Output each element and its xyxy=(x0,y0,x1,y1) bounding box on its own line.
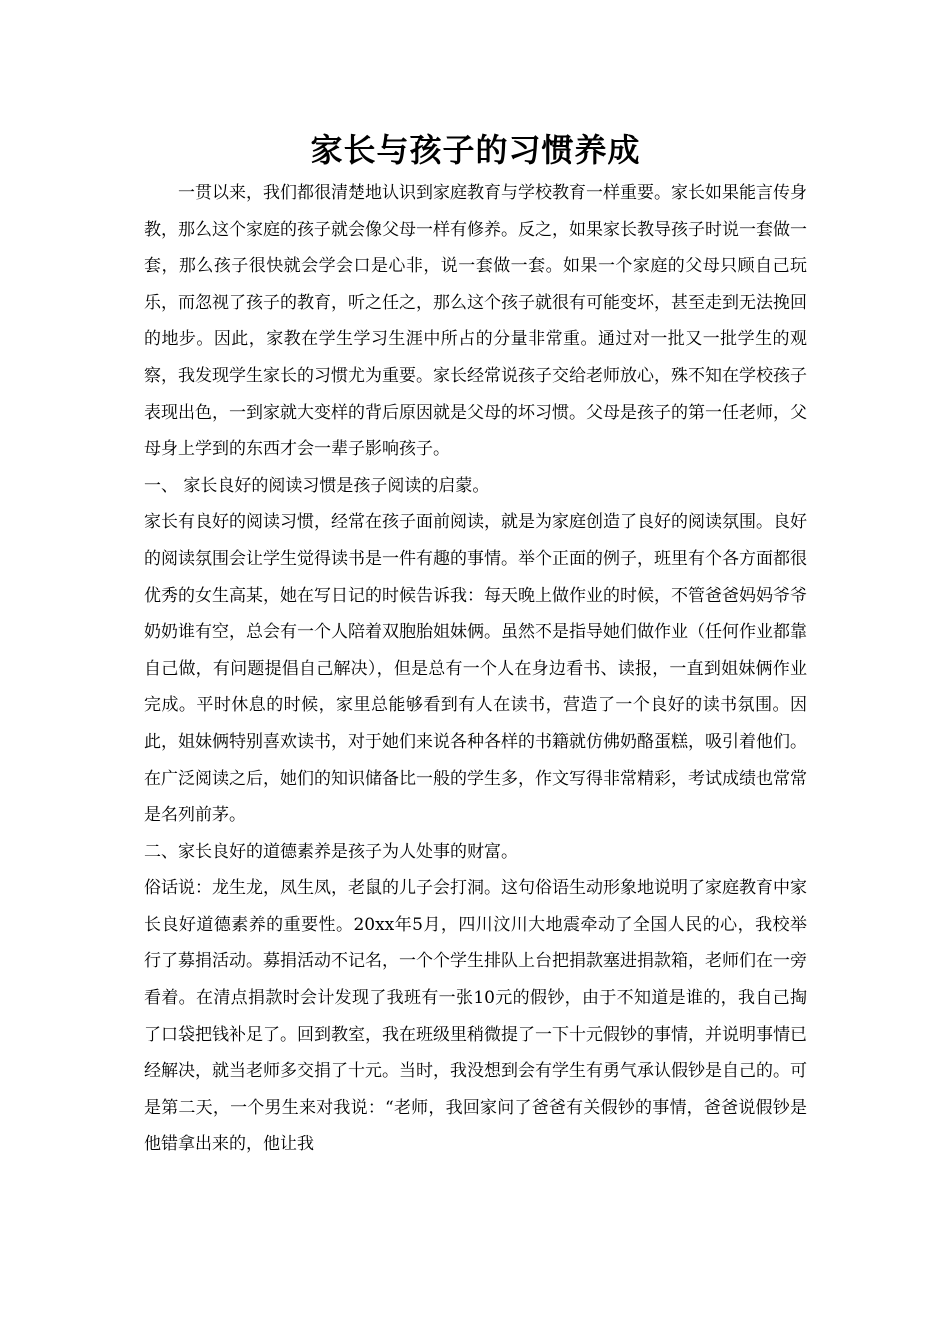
section-1-paragraph: 家长有良好的阅读习惯，经常在孩子面前阅读，就是为家庭创造了良好的阅读氛围。良好的阅读氛围会让学生觉得读书是一件有趣的事情。举个正面的例子，班里有个各方面都很优秀的女生高某，她在写日记的时候告诉我：每天晚上做作业的时候，不管爸爸妈妈爷爷奶奶谁有空，总会有一个人陪着双胞胎姐妹俩。虽然不是指导她们做作业（任何作业都靠自己做，有问题提倡自己解决），但是总有一个人在身边看书、读报，一直到姐妹俩作业完成。平时休息的时候，家里总能够看到有人在读书，营造了一个良好的读书氛围。因此，姐妹俩特别喜欢读书，对于她们来说各种各样的书籍就仿佛奶酪蛋糕，吸引着他们。在广泛阅读之后，她们的知识储备比一般的学生多，作文写得非常精彩，考试成绩也常常是名列前茅。 xyxy=(144,512,807,826)
document-page xyxy=(144,125,807,1163)
section-2-paragraph: 俗话说：龙生龙，凤生凤，老鼠的儿子会打洞。这句俗语生动形象地说明了家庭教育中家长良好道德素养的重要性。20xx年5月，四川汶川大地震牵动了全国人民的心，我校举行了募捐活动。募捐活动不记名，一个个学生排队上台把捐款塞进捐款箱，老师们在一旁看着。在清点捐款时会计发现了我班有一张10元的假钞，由于不知道是谁的，我自己掏了口袋把钱补足了。回到教室，我在班级里稍微提了一下十元假钞的事情，并说明事情已经解决，就当老师多交捐了十元。当时，我没想到会有学生有勇气承认假钞是自己的。可是第二天，一个男生来对我说：“老师，我回家问了爸爸有关假钞的事情，爸爸说假钞是他错拿出来的，他让我 xyxy=(144,878,807,1155)
intro-paragraph: 一贯以来，我们都很清楚地认识到家庭教育与学校教育一样重要。家长如果能言传身教，那么这个家庭的孩子就会像父母一样有修养。反之，如果家长教导孩子时说一套做一套，那么孩子很快就会学会口是心非，说一套做一套。如果一个家庭的父母只顾自己玩乐，而忽视了孩子的教育，听之任之，那么这个孩子就很有可能变坏，甚至走到无法挽回的地步。因此，家教在学生学习生涯中所占的分量非常重。通过对一批又一批学生的观察，我发现学生家长的习惯尤为重要。家长经常说孩子交给老师放心，殊不知在学校孩子表现出色，一到家就大变样的背后原因就是父母的坏习惯。父母是孩子的第一任老师，父母身上学到的东西才会一辈子影响孩子。 xyxy=(144,183,807,460)
document-title: 家长与孩子的习惯养成 xyxy=(310,131,641,169)
section-1-heading: 一、 家长良好的阅读习惯是孩子阅读的启蒙。 xyxy=(144,475,490,496)
section-2-heading: 二、家长良好的道德素养是孩子为人处事的财富。 xyxy=(144,841,518,862)
